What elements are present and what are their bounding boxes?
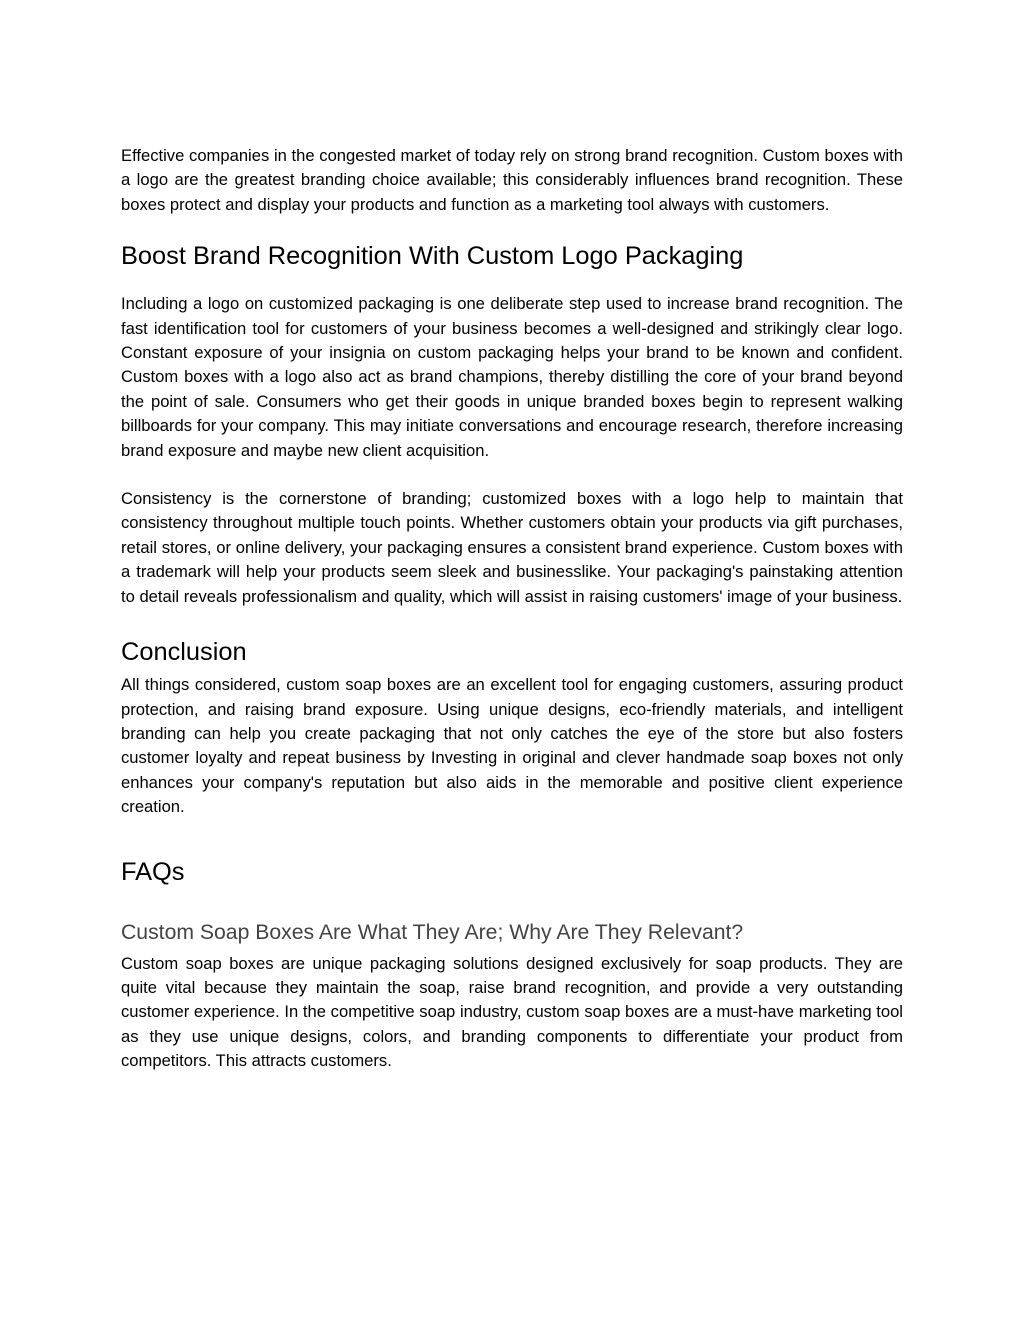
conclusion-paragraph: All things considered, custom soap boxes are an excellent tool for engaging customers, assuring product protection, and raising brand exposure. Using unique designs, eco-friendly materials, and intelligent branding can help you create packaging that not only catches the eye of the store but also fosters customer loyalty and repeat business by Investing in original and clever handmade soap boxes not only enhances your company's reputation but also aids in the memorable and positive client experience creation. [121, 675, 903, 817]
faqs-heading: FAQs [121, 857, 185, 886]
conclusion-heading: Conclusion [121, 638, 247, 667]
faq-answer: Custom soap boxes are unique packaging solutions designed exclusively for soap products. They are quite vital because they maintain the soap, raise brand recognition, and provide a very outstanding customer experience. In the competitive soap industry, custom soap boxes are a must-have marketing tool as they use unique designs, colors, and branding components to differentiate your product from competitors. This attracts customers. [121, 953, 903, 1071]
intro-paragraph: Effective companies in the congested market of today rely on strong brand recognition. Custom boxes with a logo are the greatest branding choice available; this considerably influences brand recognition. These boxes protect and display your products and function as a marketing tool always with customers. [121, 146, 903, 214]
boost-brand-paragraph-2: Consistency is the cornerstone of branding; customized boxes with a logo help to maintain that consistency throughout multiple touch points. Whether customers obtain your products via gift purchases, retail stores, or online delivery, your packaging ensures a consistent brand experience. Custom boxes with a trademark will help your products seem sleek and businesslike. Your packaging's painstaking attention to detail reveals professionalism and quality, which will assist in raising customers' image of your business. [121, 489, 903, 606]
boost-brand-heading: Boost Brand Recognition With Custom Logo Packaging [121, 242, 744, 271]
faq-question: Custom Soap Boxes Are What They Are; Why Are They Relevant? [121, 920, 744, 944]
document-page [121, 144, 903, 1074]
boost-brand-paragraph-1: Including a logo on customized packaging is one deliberate step used to increase brand recognition. The fast identification tool for customers of your business becomes a well-designed and strikingly clear logo. Constant exposure of your insignia on custom packaging helps your brand to be known and confident. Custom boxes with a logo also act as brand champions, thereby distilling the core of your brand beyond the point of sale. Consumers who get their goods in unique branded boxes begin to represent walking billboards for your company. This may initiate conversations and encourage research, therefore increasing brand exposure and maybe new client acquisition. [121, 294, 903, 460]
